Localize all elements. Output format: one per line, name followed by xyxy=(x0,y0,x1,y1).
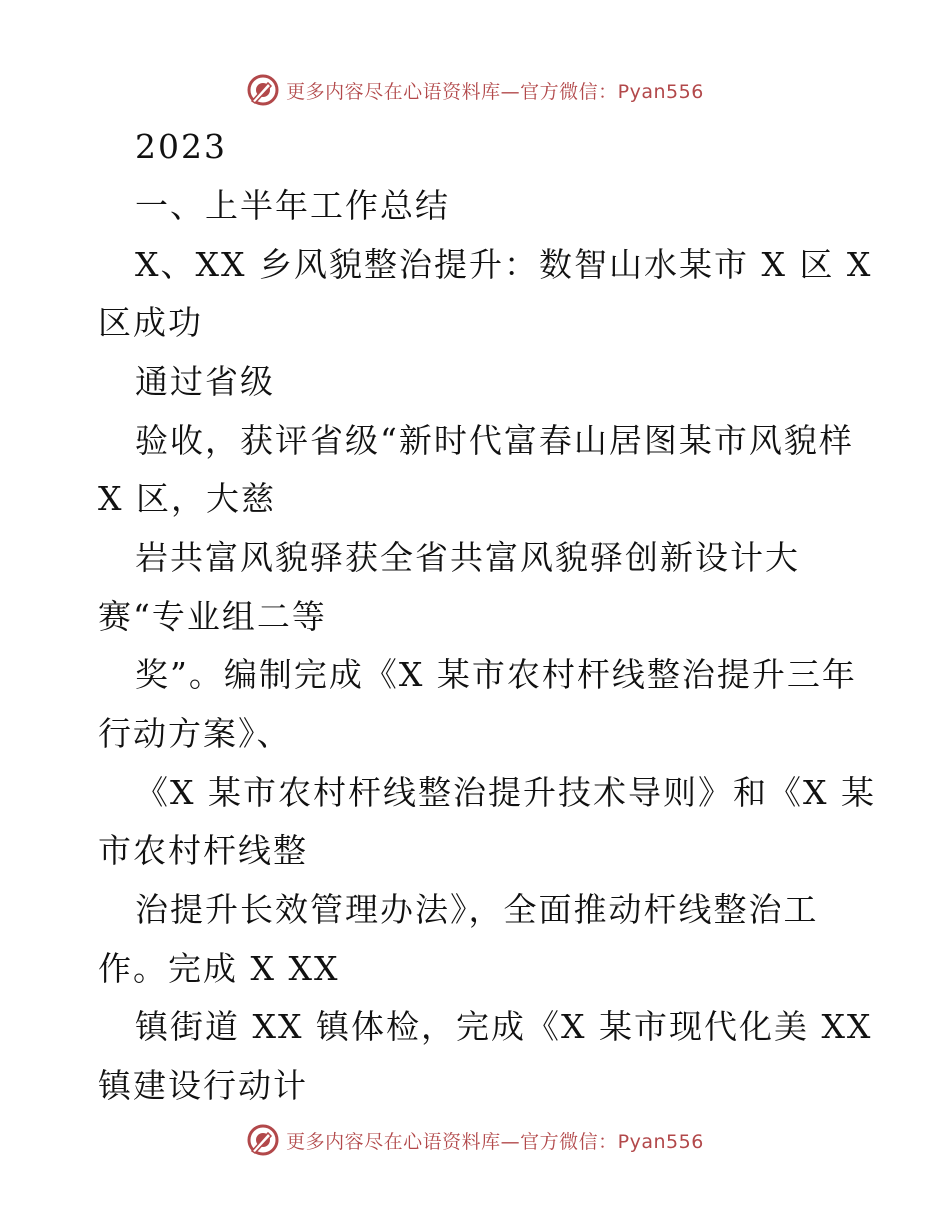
body-line-3: X、XX 乡风貌整治提升：数智山水某市 X 区 X xyxy=(135,245,873,284)
pen-logo-icon xyxy=(246,73,280,107)
body-line-10: 奖”。编制完成《X 某市农村杆线整治提升三年 xyxy=(135,655,857,694)
header-watermark-banner xyxy=(0,70,950,110)
footer-watermark-banner xyxy=(0,1120,950,1160)
header-watermark-text: 更多内容尽在心语资料库—官方微信：Pyan556 xyxy=(286,80,704,103)
body-line-8: 岩共富风貌驿获全省共富风貌驿创新设计大 xyxy=(135,538,800,577)
pen-logo-icon xyxy=(246,1123,280,1157)
body-line-11: 行动方案》、 xyxy=(98,714,292,753)
body-line-7: X 区，大慈 xyxy=(98,479,276,518)
body-line-17: 镇建设行动计 xyxy=(98,1066,308,1105)
body-line-16: 镇街道 XX 镇体检，完成《X 某市现代化美 XX xyxy=(135,1007,873,1046)
body-line-15: 作。完成 X XX xyxy=(98,949,340,988)
footer-watermark-text: 更多内容尽在心语资料库—官方微信：Pyan556 xyxy=(286,1130,704,1153)
body-line-13: 市农村杆线整 xyxy=(98,831,308,870)
body-line-2: 一、上半年工作总结 xyxy=(135,186,450,225)
body-line-6: 验收，获评省级“新时代富春山居图某市风貌样 xyxy=(135,421,854,460)
body-line-12: 《X 某市农村杆线整治提升技术导则》和《X 某 xyxy=(135,773,876,812)
body-line-5: 通过省级 xyxy=(135,362,275,401)
body-line-9: 赛“专业组二等 xyxy=(98,597,327,636)
body-line-4: 区成功 xyxy=(98,303,203,342)
body-line-14: 治提升长效管理办法》，全面推动杆线整治工 xyxy=(135,890,819,929)
body-line-1: 2023 xyxy=(135,127,227,166)
